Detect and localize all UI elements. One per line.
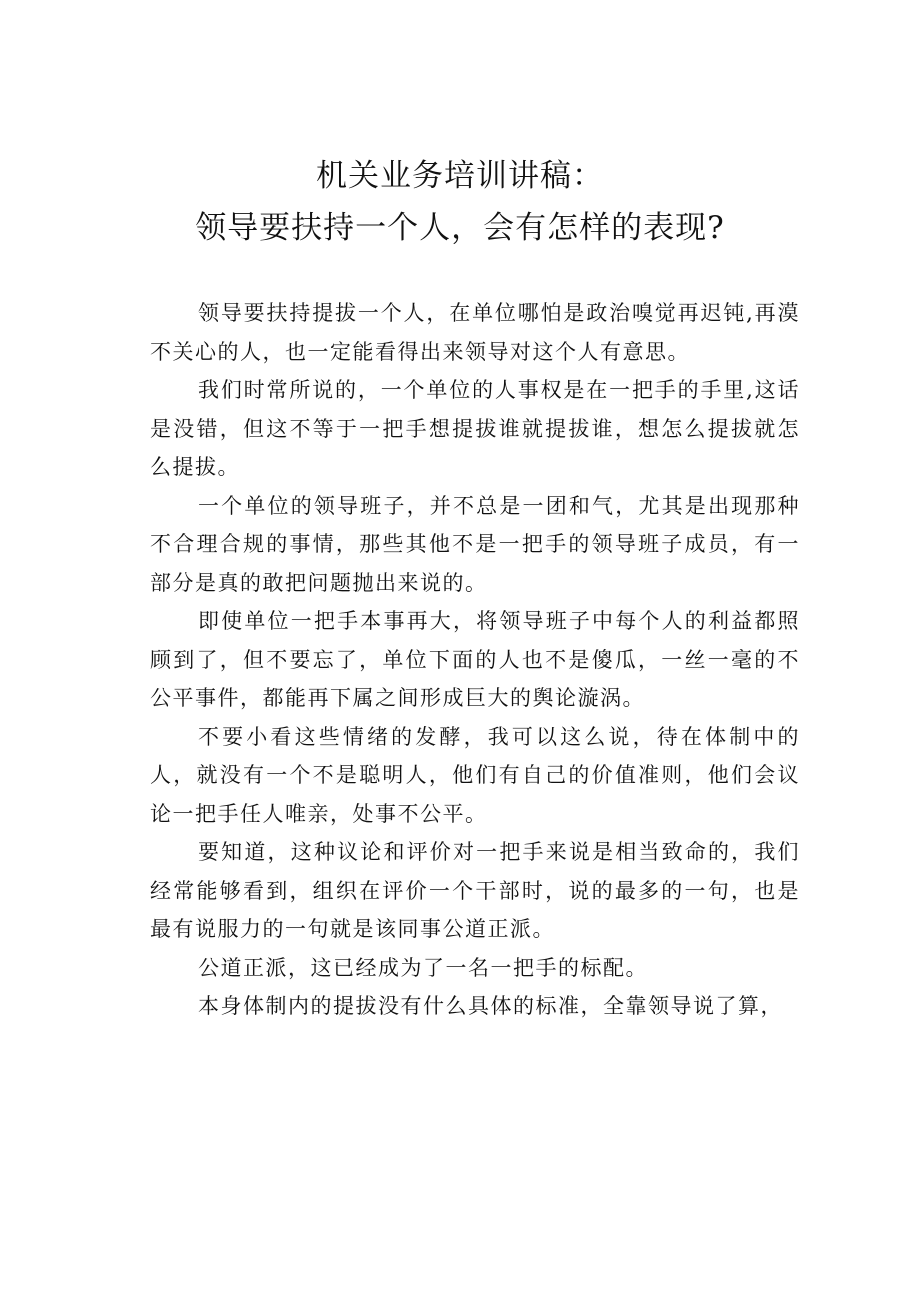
paragraph: 公道正派，这已经成为了一名一把手的标配。 <box>198 955 648 980</box>
paragraph: 本身体制内的提拔没有什么具体的标准，全靠领导说了算， <box>198 994 783 1018</box>
document-title <box>0 150 920 254</box>
document-body <box>150 294 800 1026</box>
paragraph: 不要小看这些情绪的发酵，我可以这么说，待在体制中的人，就没有一个不是聪明人，他们有自己的价值准则，他们会议论一把手任人唯亲，处事不公平。 <box>150 724 800 826</box>
paragraph: 要知道，这种议论和评价对一把手来说是相当致命的，我们经常能够看到，组织在评价一个干部时，说的最多的一句，也是最有说服力的一句就是该同事公道正派。 <box>150 840 800 941</box>
paragraph: 一个单位的领导班子，并不总是一团和气，尤其是出现那种不合理合规的事情，那些其他不是一把手的领导班子成员，有一部分是真的敢把问题抛出来说的。 <box>150 493 800 595</box>
paragraph: 我们时常所说的，一个单位的人事权是在一把手的手里,这话是没错，但这不等于一把手想提拔谁就提拔谁，想怎么提拔就怎么提拔。 <box>150 378 800 479</box>
title-line-1: 机关业务培训讲稿： <box>316 158 604 194</box>
title-line-2: 领导要扶持一个人，会有怎样的表现? <box>195 210 725 246</box>
paragraph: 即使单位一把手本事再大，将领导班子中每个人的利益都照顾到了，但不要忘了，单位下面的人也不是傻瓜，一丝一毫的不公平事件，都能再下属之间形成巨大的舆论漩涡。 <box>150 609 800 710</box>
paragraph: 领导要扶持提拔一个人，在单位哪怕是政治嗅觉再迟钝,再漠不关心的人，也一定能看得出来领导对这个人有意思。 <box>150 301 800 364</box>
